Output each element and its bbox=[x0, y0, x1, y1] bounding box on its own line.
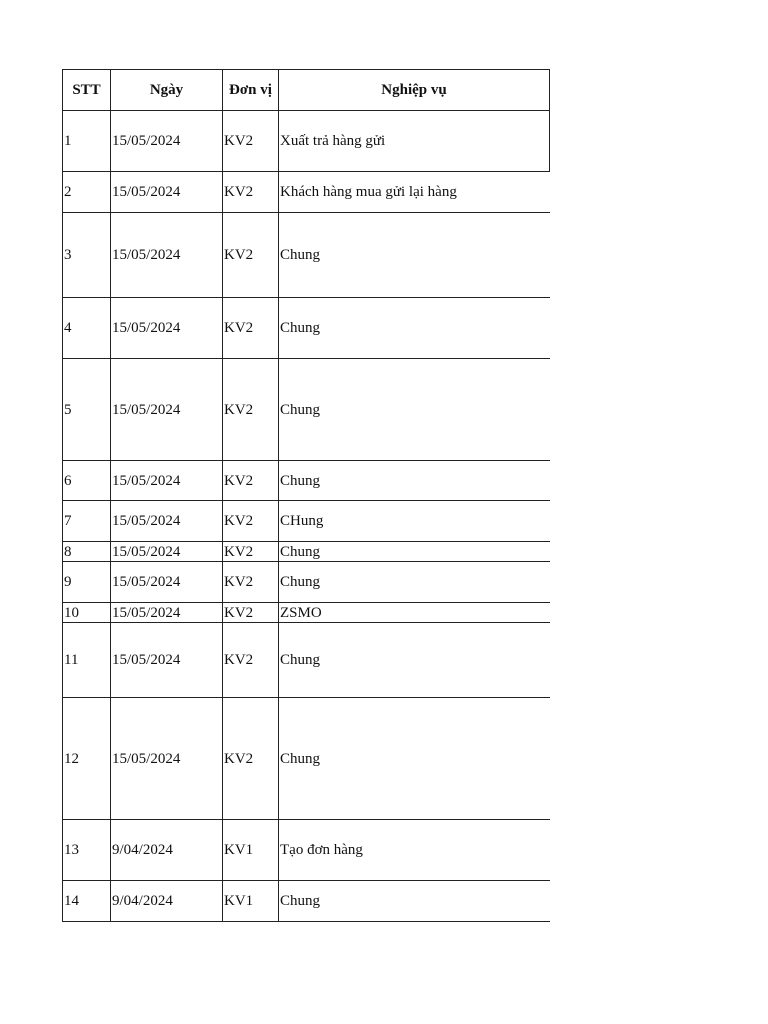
cell-nghiep-vu: Xuất trả hàng gửi bbox=[279, 111, 550, 172]
header-nghiep-vu: Nghiệp vụ bbox=[279, 70, 550, 111]
cell-stt: 14 bbox=[63, 881, 111, 922]
cell-nghiep-vu: Chung bbox=[279, 881, 550, 922]
table-row bbox=[63, 213, 550, 298]
cell-ngay: 15/05/2024 bbox=[111, 698, 223, 820]
cell-nghiep-vu: ZSMO bbox=[279, 603, 550, 623]
cell-stt: 3 bbox=[63, 213, 111, 298]
header-stt: STT bbox=[63, 70, 111, 111]
cell-don-vi: KV2 bbox=[223, 623, 279, 698]
cell-nghiep-vu: Chung bbox=[279, 298, 550, 359]
header-row bbox=[63, 70, 550, 111]
cell-ngay: 15/05/2024 bbox=[111, 542, 223, 562]
data-table bbox=[62, 69, 550, 922]
cell-stt: 10 bbox=[63, 603, 111, 623]
cell-don-vi: KV2 bbox=[223, 603, 279, 623]
cell-don-vi: KV2 bbox=[223, 542, 279, 562]
cell-ngay: 15/05/2024 bbox=[111, 172, 223, 213]
cell-nghiep-vu: Chung bbox=[279, 461, 550, 501]
cell-nghiep-vu: Tạo đơn hàng bbox=[279, 820, 550, 881]
table-row bbox=[63, 542, 550, 562]
cell-nghiep-vu: Chung bbox=[279, 542, 550, 562]
cell-stt: 5 bbox=[63, 359, 111, 461]
cell-stt: 4 bbox=[63, 298, 111, 359]
cell-ngay: 15/05/2024 bbox=[111, 213, 223, 298]
cell-don-vi: KV2 bbox=[223, 111, 279, 172]
table-row bbox=[63, 172, 550, 213]
cell-don-vi: KV2 bbox=[223, 698, 279, 820]
table-row bbox=[63, 562, 550, 603]
cell-stt: 2 bbox=[63, 172, 111, 213]
table-row bbox=[63, 111, 550, 172]
cell-ngay: 9/04/2024 bbox=[111, 881, 223, 922]
table-row bbox=[63, 461, 550, 501]
table-row bbox=[63, 298, 550, 359]
cell-nghiep-vu: Chung bbox=[279, 213, 550, 298]
cell-ngay: 15/05/2024 bbox=[111, 298, 223, 359]
cell-stt: 12 bbox=[63, 698, 111, 820]
header-ngay: Ngày bbox=[111, 70, 223, 111]
table-row bbox=[63, 623, 550, 698]
cell-nghiep-vu: Chung bbox=[279, 698, 550, 820]
cell-don-vi: KV2 bbox=[223, 213, 279, 298]
table-row bbox=[63, 820, 550, 881]
cell-nghiep-vu: Khách hàng mua gửi lại hàng bbox=[279, 172, 550, 213]
cell-ngay: 15/05/2024 bbox=[111, 562, 223, 603]
cell-ngay: 15/05/2024 bbox=[111, 111, 223, 172]
cell-don-vi: KV2 bbox=[223, 359, 279, 461]
cell-ngay: 9/04/2024 bbox=[111, 820, 223, 881]
cell-stt: 7 bbox=[63, 501, 111, 542]
table-row bbox=[63, 881, 550, 922]
cell-don-vi: KV1 bbox=[223, 881, 279, 922]
cell-nghiep-vu: Chung bbox=[279, 562, 550, 603]
cell-stt: 9 bbox=[63, 562, 111, 603]
cell-ngay: 15/05/2024 bbox=[111, 603, 223, 623]
cell-ngay: 15/05/2024 bbox=[111, 501, 223, 542]
cell-ngay: 15/05/2024 bbox=[111, 461, 223, 501]
table-row bbox=[63, 359, 550, 461]
cell-nghiep-vu: Chung bbox=[279, 623, 550, 698]
header-don-vi: Đơn vị bbox=[223, 70, 279, 111]
cell-stt: 11 bbox=[63, 623, 111, 698]
cell-stt: 1 bbox=[63, 111, 111, 172]
cell-stt: 8 bbox=[63, 542, 111, 562]
cell-ngay: 15/05/2024 bbox=[111, 623, 223, 698]
cell-nghiep-vu: CHung bbox=[279, 501, 550, 542]
cell-nghiep-vu: Chung bbox=[279, 359, 550, 461]
table-row bbox=[63, 603, 550, 623]
cell-ngay: 15/05/2024 bbox=[111, 359, 223, 461]
cell-don-vi: KV2 bbox=[223, 562, 279, 603]
cell-don-vi: KV2 bbox=[223, 172, 279, 213]
cell-don-vi: KV1 bbox=[223, 820, 279, 881]
cell-don-vi: KV2 bbox=[223, 501, 279, 542]
cell-don-vi: KV2 bbox=[223, 298, 279, 359]
cell-stt: 6 bbox=[63, 461, 111, 501]
cell-don-vi: KV2 bbox=[223, 461, 279, 501]
table-row bbox=[63, 501, 550, 542]
table-row bbox=[63, 698, 550, 820]
cell-stt: 13 bbox=[63, 820, 111, 881]
